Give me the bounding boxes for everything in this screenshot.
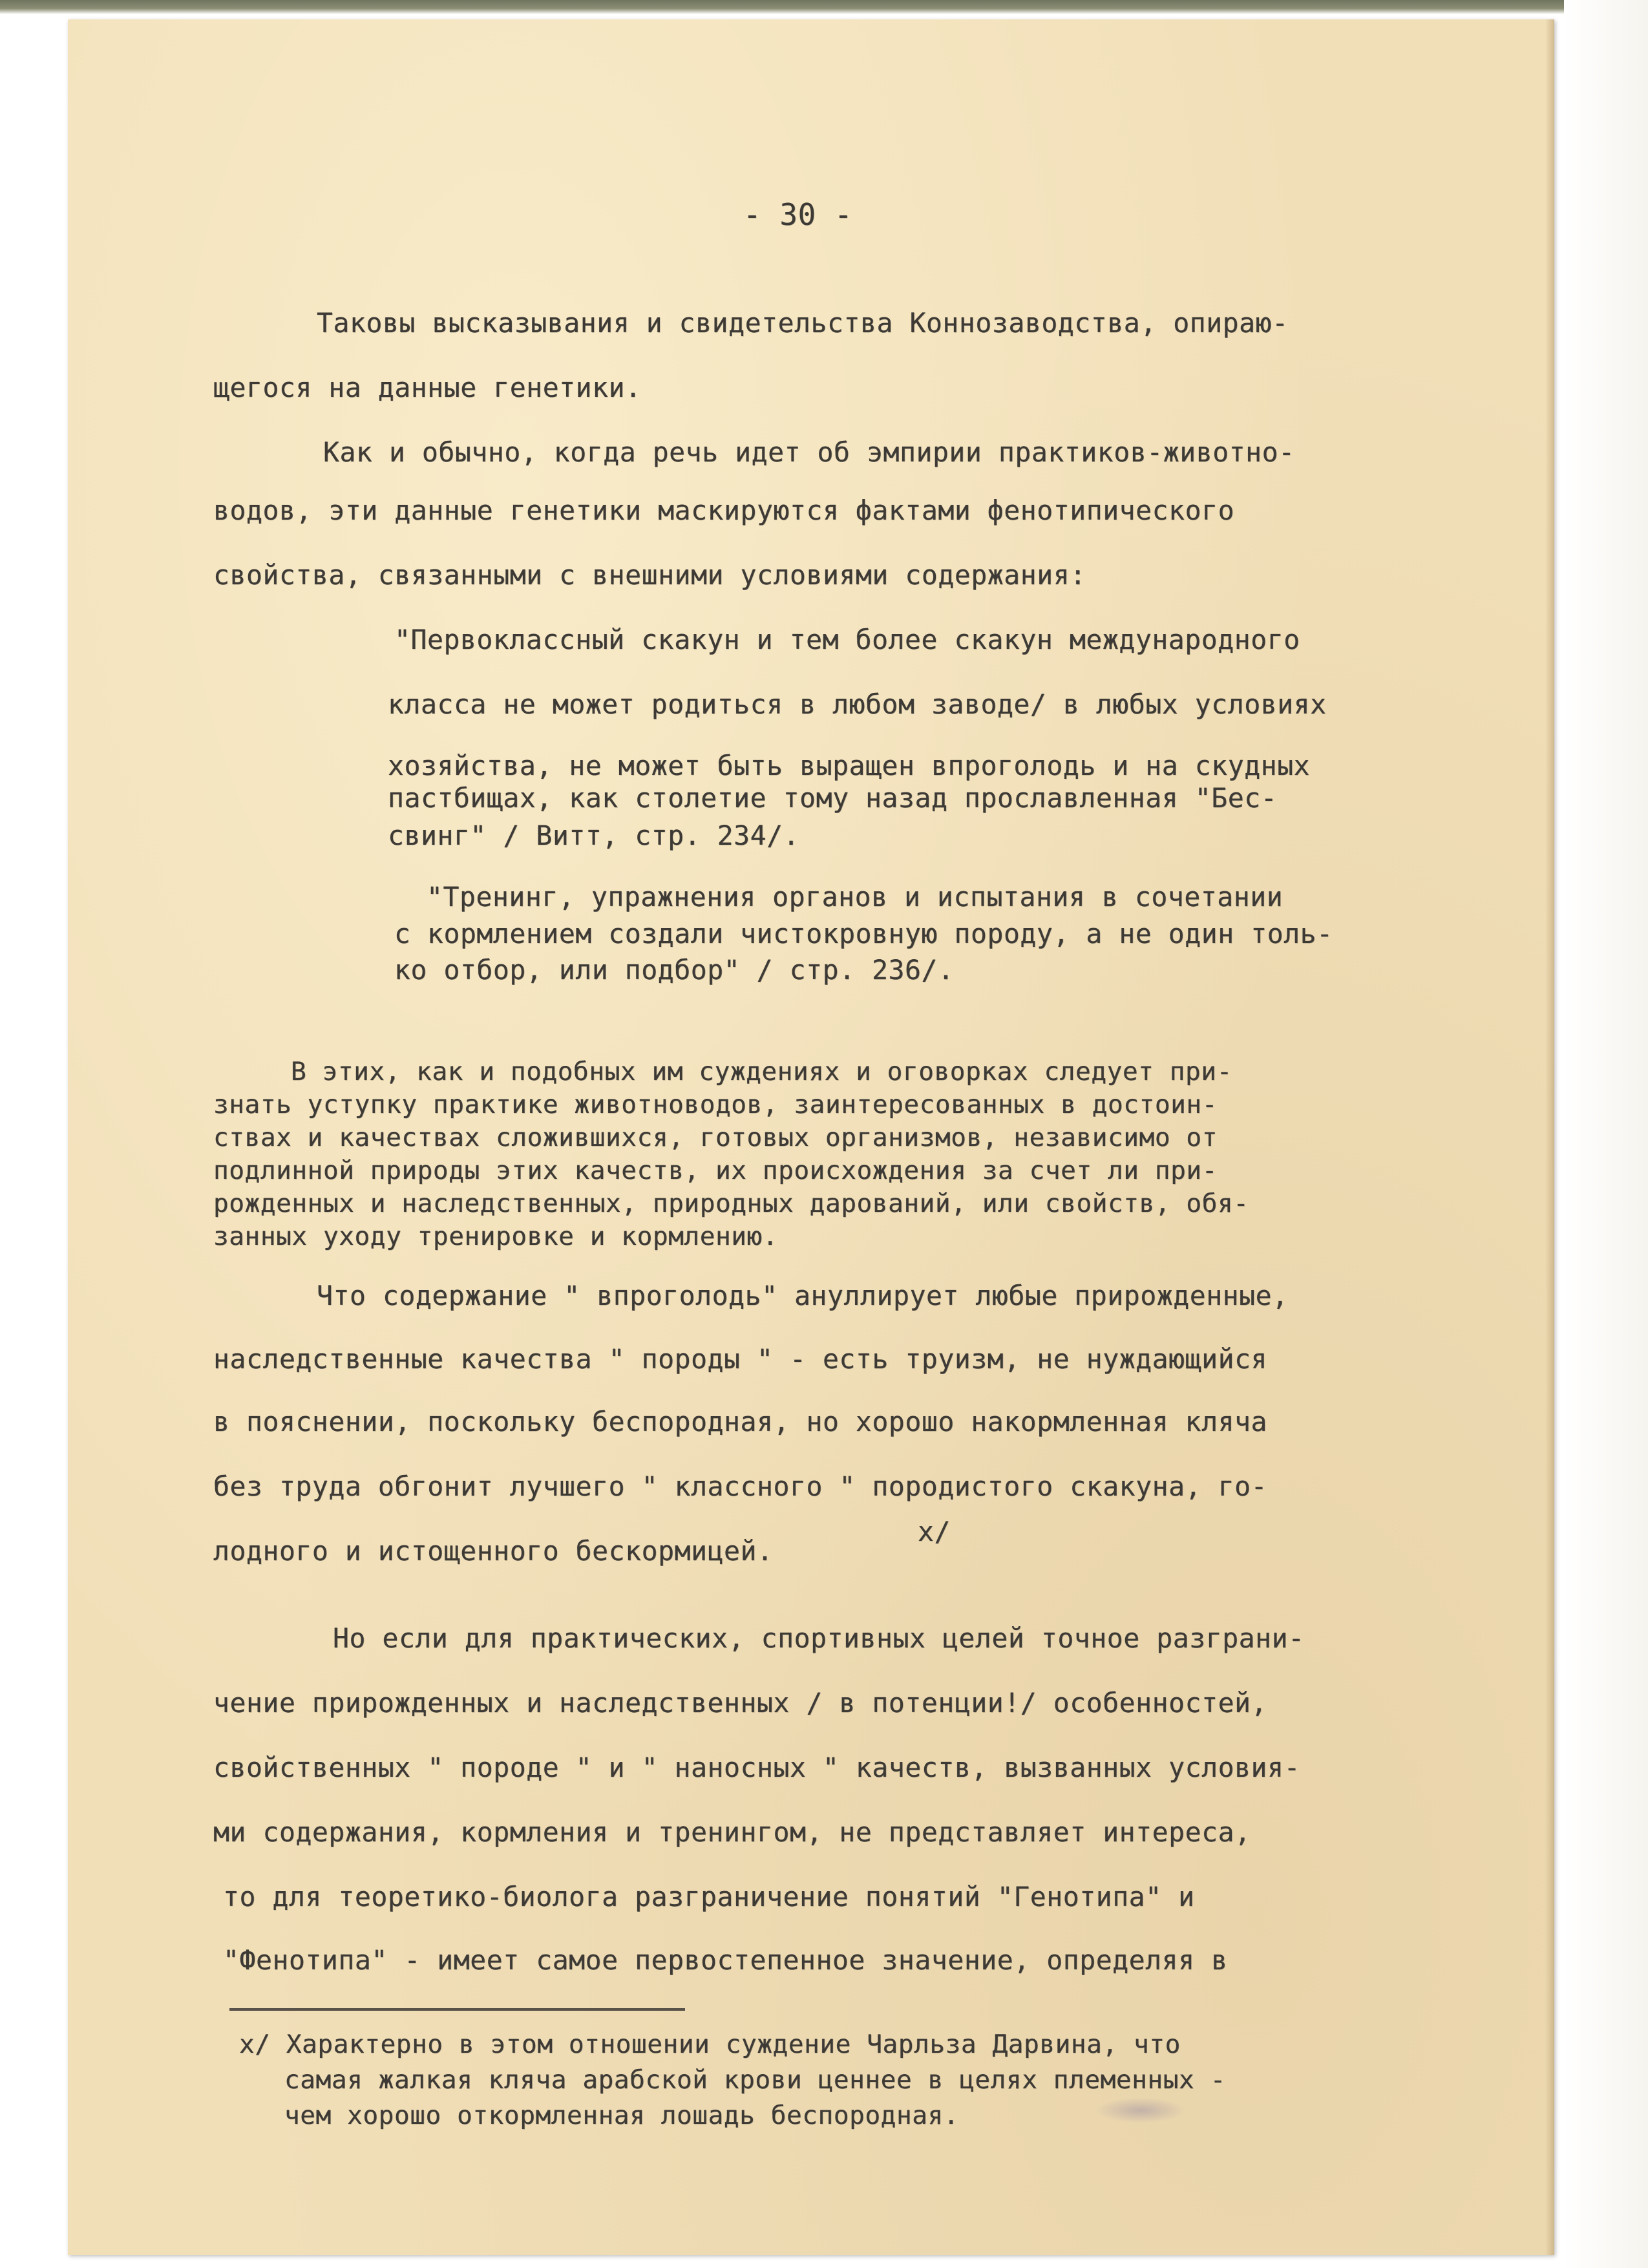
paper-edge: [1545, 19, 1554, 2255]
footnote-marker: x/: [918, 1516, 951, 1547]
quote-line: ко отбор, или подбор" / стр. 236/.: [394, 954, 955, 986]
quote-line: пастбищах, как столетие тому назад прославленная "Бес-: [388, 782, 1278, 814]
footnote-rule: [229, 2008, 685, 2011]
footnote-line: самая жалкая кляча арабской крови ценнее в целях племенных -: [284, 2065, 1226, 2095]
text-line: подлинной природы этих качеств, их происхождения за счет ли при-: [213, 1156, 1218, 1185]
quote-line: свинг" / Витт, стр. 234/.: [388, 820, 800, 851]
ink-smudge: [1095, 2097, 1186, 2123]
text-line: наследственные качества " породы " - есть труизм, не нуждающийся: [213, 1343, 1268, 1375]
text-line: Таковы высказывания и свидетельства Коннозаводства, опираю-: [317, 307, 1289, 339]
text-line: В этих, как и подобных им суждениях и оговорках следует при-: [291, 1057, 1232, 1086]
text-line: лодного и истощенного бескормицей.: [213, 1535, 774, 1567]
text-line: рожденных и наследственных, природных дарований, или свойств, обя-: [213, 1189, 1249, 1218]
quote-line: "Первоклассный скакун и тем более скакун международного: [394, 624, 1300, 655]
text-line: Как и обычно, когда речь идет об эмпирии практиков-животно-: [323, 436, 1295, 468]
quote-line: "Тренинг, упражнения органов и испытания в сочетании: [427, 881, 1284, 913]
text-line: Но если для практических, спортивных целей точное разграни-: [333, 1622, 1305, 1654]
scan-edge-strip: [0, 0, 1648, 14]
text-line: то для теоретико-биолога разграничение понятий "Генотипа" и: [223, 1881, 1195, 1913]
text-line: знать уступку практике животноводов, заинтересованных в достоин-: [213, 1090, 1218, 1119]
quote-line: с кормлением создали чистокровную породу, а не один толь-: [394, 918, 1333, 949]
text-line: чение прирожденных и наследственных / в потенции!/ особенностей,: [213, 1687, 1268, 1719]
footnote-line: чем хорошо откормленная лошадь беспородная.: [284, 2101, 960, 2130]
text-line: ствах и качествах сложившихся, готовых организмов, независимо от: [213, 1123, 1218, 1152]
text-line: щегося на данные генетики.: [213, 372, 642, 403]
text-line: ми содержания, кормления и тренингом, не представляет интереса,: [213, 1816, 1251, 1848]
footnote-line: х/ Характерно в этом отношении суждение Чарльза Дарвина, что: [239, 2030, 1181, 2059]
text-line: в пояснении, поскольку беспородная, но хорошо накормленная кляча: [213, 1406, 1268, 1437]
scan-right-margin: [1564, 0, 1648, 2268]
page-number: - 30 -: [743, 197, 853, 232]
text-line: водов, эти данные генетики маскируются фактами фенотипического: [213, 494, 1235, 526]
quote-line: класса не может родиться в любом заводе/ в любых условиях: [388, 688, 1327, 720]
text-line: свойственных " породе " и " наносных " качеств, вызванных условия-: [213, 1752, 1301, 1783]
text-line: занных уходу тренировке и кормлению.: [213, 1222, 779, 1251]
text-line: свойства, связанными с внешними условиями содержания:: [213, 559, 1086, 591]
quote-line: хозяйства, не может быть выращен впроголодь и на скудных: [388, 750, 1311, 781]
text-line: Что содержание " впроголодь" ануллирует любые прирожденные,: [317, 1280, 1289, 1311]
text-line: "Фенотипа" - имеет самое первостепенное значение, определяя в: [223, 1944, 1228, 1976]
text-line: без труда обгонит лучшего " классного " породистого скакуна, го-: [213, 1470, 1268, 1502]
